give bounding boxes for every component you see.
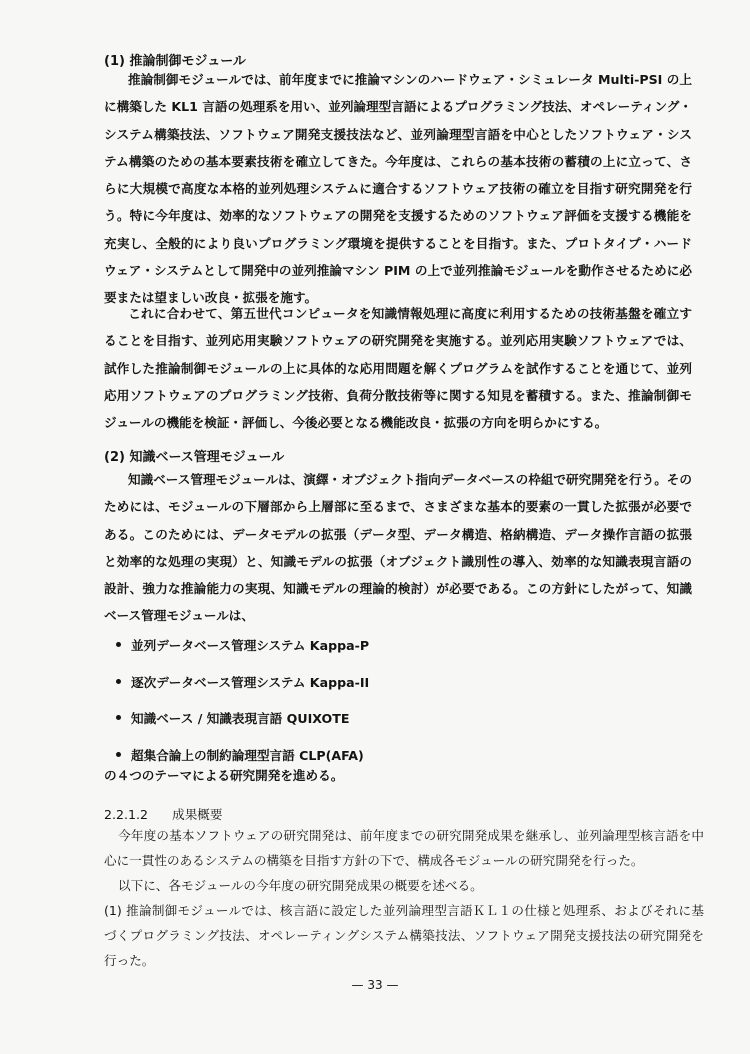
list-item-label: 知識ベース / 知識表現言語 QUIXOTE xyxy=(131,711,350,727)
paragraph-results-intro xyxy=(104,873,704,898)
list-item-label: 逐次データベース管理システム Kappa-II xyxy=(131,674,370,690)
paragraph-results-summary xyxy=(104,823,704,873)
paragraph-results-inference-control: (1) 推論制御モジュールでは、核言語に設定した並列論理型言語ＫＬ１の仕様と処理系、およびそれに基づくプログラミング技法、オペレーティングシステム構築技法、ソフトウェア開発支援技法の研究開発を行った。 xyxy=(104,903,704,968)
bullet-icon xyxy=(116,715,121,720)
paragraph-knowledge-base-intro xyxy=(104,466,692,630)
paragraph-text: 今年度の基本ソフトウェアの研究開発は、前年度までの研究開発成果を継承し、並列論理型核言語を中心に一貫性のあるシステムの構築を目指す方針の下で、構成各モジュールの研究開発を行った。 xyxy=(104,828,704,868)
paragraph-themes-closing: の４つのテーマによる研究開発を進める。 xyxy=(104,768,344,783)
paragraph-parallel-application xyxy=(104,300,692,436)
page-number: — 33 — xyxy=(351,978,399,992)
paragraph-text: 以下に、各モジュールの今年度の研究開発成果の概要を述べる。 xyxy=(118,878,483,893)
section-heading-inference-control: (1) 推論制御モジュール xyxy=(104,54,246,69)
bullet-icon xyxy=(116,752,121,757)
subsection-heading xyxy=(104,804,222,823)
paragraph-text: これに合わせて、第五世代コンピュータを知識情報処理に高度に利用するための技術基盤を確立することを目指す、並列応用実験ソフトウェアの研究開発を実施する。並列応用実験ソフトウェアでは、試作した推論制御モジュールの上に具体的な応用問題を解くプログラムを試作することを通じて、並列応用ソフトウェアのプログラミング技術、負荷分散技術等に関する知見を蓄積する。また、推論制御モジュールの機能を検証・評価し、今後必要となる機能改良・拡張の方向を明らかにする。 xyxy=(104,306,692,431)
subsection-title: 成果概要 xyxy=(172,807,223,822)
section-heading-knowledge-base: (2) 知識ベース管理モジュール xyxy=(104,450,285,465)
list-item-label: 並列データベース管理システム Kappa-P xyxy=(131,637,370,653)
bullet-icon xyxy=(116,679,121,684)
paragraph-text: 推論制御モジュールでは、前年度までに推論マシンのハードウェア・シミュレータ Multi-PSI の上に構築した KL1 言語の処理系を用い、並列論理型言語によるプログラミング技法、オペレーティング・システム構築技法、ソフトウェア開発支援技法など、並列論理型言語を中心としたソフトウェア・システム構築のための基本要素技術を確立してきた。今年度は、これらの基本技術の蓄積の上に立って、さらに大規模で高度な本格的並列処理システムに適合するソフトウェア技術の確立を目指す研究開発を行う。特に今年度は、効率的なソフトウェアの開発を支援するためのソフトウェア評価を支援する機能を充実し、全般的により良いプログラミング環境を提供することを目指す。また、プロトタイプ・ハードウェア・システムとして開発中の並列推論マシン PIM の上で並列推論モジュールを動作させるために必要または望ましい改良・拡張を施す。 xyxy=(104,72,692,306)
theme-list xyxy=(116,626,369,773)
list-item xyxy=(116,626,369,663)
bullet-icon xyxy=(116,642,121,647)
list-item-label: 超集合論上の制約論理型言語 CLP(AFA) xyxy=(131,747,364,763)
paragraph-inference-control-intro xyxy=(104,66,692,312)
list-item xyxy=(116,663,369,700)
paragraph-text: 知識ベース管理モジュールは、演繹・オブジェクト指向データベースの枠組で研究開発を行う。そのためには、モジュールの下層部から上層部に至るまで、さまざまな基本的要素の一貫した拡張が必要である。このためには、データモデルの拡張（データ型、データ構造、格納構造、データ操作言語の拡張と効率的な処理の実現）と、知識モデルの拡張（オブジェクト識別性の導入、効率的な知識表現言語の設計、強力な推論能力の実現、知識モデルの理論的検討）が必要である。この方針にしたがって、知識ベース管理モジュールは、 xyxy=(104,472,692,624)
list-item xyxy=(116,699,369,736)
subsection-number: 2.2.1.2 xyxy=(104,807,149,822)
